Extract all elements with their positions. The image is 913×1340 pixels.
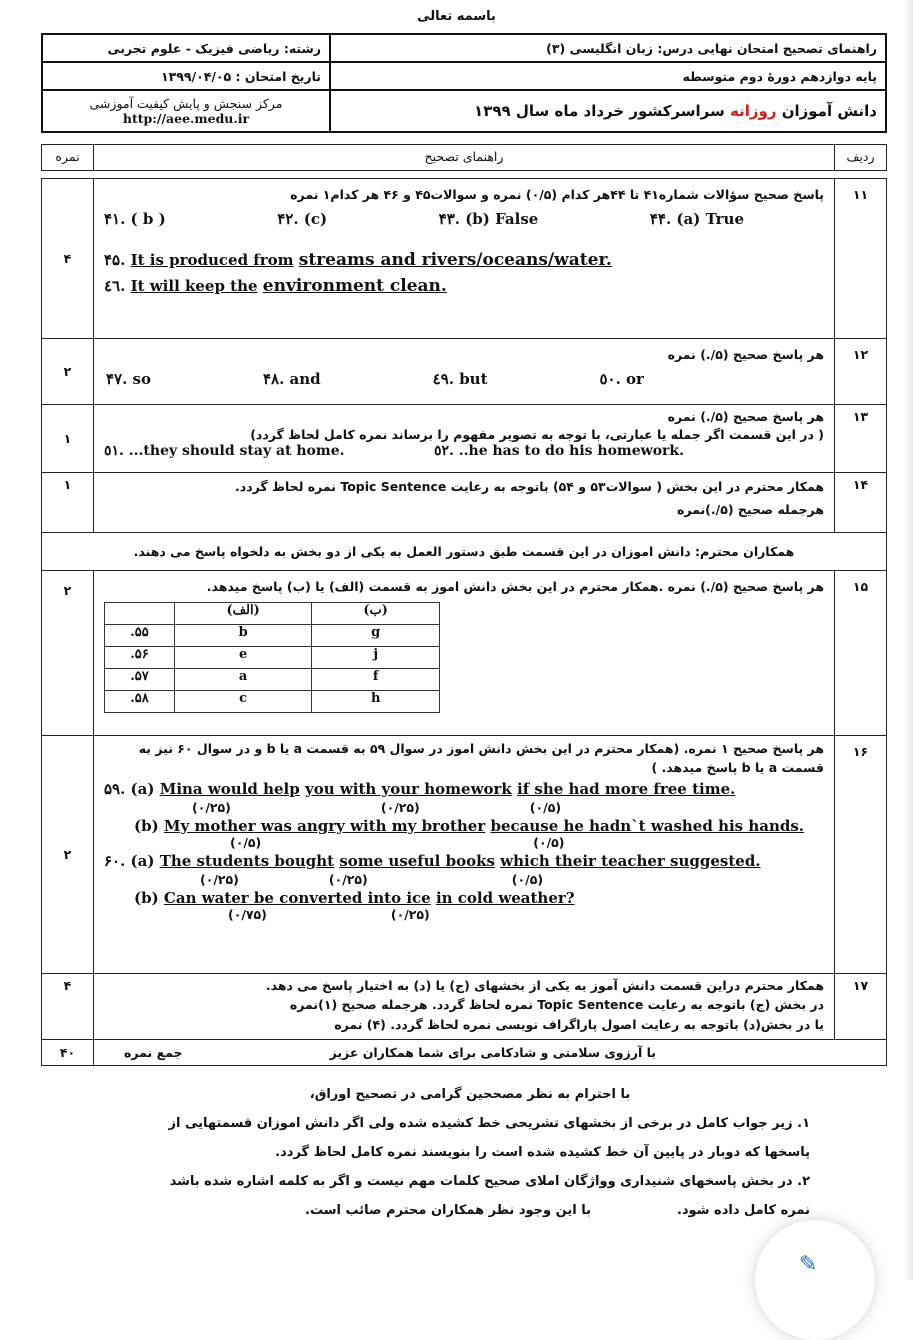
- q16-content: [94, 736, 835, 974]
- q15-number: ۱۵: [835, 571, 887, 736]
- note-2a: ۲. در بخش پاسخهای شنیداری وواژگان املای صحیح کلمات مهم نیست و اگر به کلمه اشاره شده باشد: [169, 1174, 810, 1189]
- answer-60b: [104, 889, 824, 907]
- note-1a: ۱. زیر جواب کامل در برخی از بخشهای تشریحی خط کشیده شده ولی اگر دانش اموزان قسمتهایی از: [168, 1116, 810, 1131]
- q12-number: ۱۲: [835, 339, 887, 405]
- q13-intro: هر پاسخ صحیح (۵/.) نمره: [667, 409, 824, 424]
- answer-59b-points: [104, 835, 824, 850]
- matching-alef-55: b: [174, 625, 311, 647]
- answer-60a-point3: (۰/۵): [511, 871, 544, 887]
- exam-header: [41, 33, 887, 133]
- q16-number: ۱۶: [835, 736, 887, 974]
- answer-51: ٥۱. ...they should stay at home.: [104, 443, 345, 459]
- table-row: [42, 179, 887, 339]
- answer-59a-point1: (۰/۲۵): [192, 799, 231, 815]
- q13-score: ۱: [42, 405, 94, 473]
- student-group: [330, 90, 886, 132]
- answer-41: ۴۱. ( b ): [104, 210, 166, 229]
- notes-heading: با احترام به نظر مصححین گرامی در تصحیح اوراق،: [309, 1087, 631, 1102]
- q17-line1: همکار محترم دراین قسمت دانش آموز به یکی از بخشهای (ج) یا (د) به اختیار پاسخ می دهد.: [265, 978, 824, 993]
- answer-42: ۴۲. (c): [277, 210, 328, 229]
- course-title: راهنمای تصحیح امتحان نهایی درس: زبان انگلیسی (۳): [330, 34, 886, 62]
- matching-number-57: ۵۷.: [105, 669, 175, 691]
- answer-60b-point2: (۰/۲۵): [390, 906, 430, 922]
- center-name: مرکز سنجش و پایش کیفیت آموزشی: [89, 96, 283, 111]
- answer-49: ٤۹. but: [432, 370, 488, 389]
- answer-60a-part1: The students bought: [159, 851, 335, 870]
- q12-answers: [104, 370, 824, 388]
- answer-59b-part2: because he hadn`t washed his hands.: [490, 816, 805, 835]
- assessment-center: [42, 90, 330, 132]
- answer-59b: [104, 817, 824, 835]
- answer-60b-part2: in cold weather?: [435, 888, 575, 907]
- q14-line1: همکار محترم در این بخش ( سوالات۵۳ و ۵۴) باتوجه به رعایت Topic Sentence نمره لحاظ گردد.: [235, 479, 824, 494]
- answer-50: ٥۰. or: [599, 370, 644, 389]
- answer-59b-part1: My mother was angry with my brother: [163, 816, 486, 835]
- field-of-study: رشته: ریاضی فیزیک - علوم تجربی: [42, 34, 330, 62]
- student-group-post: سراسرکشور خرداد ماه سال ۱۳۹۹: [474, 102, 725, 120]
- answer-48: ۴۸. and: [262, 370, 321, 389]
- answer-47: ۴۷. so: [106, 370, 152, 389]
- q16-intro1: هر پاسخ صحیح ۱ نمره. (همکار محترم در این بخش دانش اموز در سوال ۵۹ به قسمت a یا b و در سوال ۶۰ نیز به: [138, 741, 824, 756]
- answer-45-part2: streams and rivers/oceans/water.: [298, 250, 612, 271]
- total-row: [94, 1040, 887, 1066]
- q14-line2: هرجمله صحیح (۵/.)نمره: [676, 501, 824, 517]
- matching-head-number: [105, 603, 175, 625]
- matching-alef-56: e: [174, 647, 311, 669]
- grading-notes: [130, 1080, 810, 1225]
- q11-content: [94, 179, 835, 339]
- q17-line3: یا در بخش(د) باتوجه به رعایت اصول پاراگراف نویسی نمره لحاظ گردد. (۴) نمره: [334, 1016, 824, 1032]
- pencil-icon: ✎: [799, 1252, 818, 1277]
- q13-number: ۱۳: [835, 405, 887, 473]
- answer-60a-point2: (۰/۲۵): [328, 871, 368, 887]
- table-row: [42, 1040, 887, 1066]
- matching-number-56: ۵۶.: [105, 647, 175, 669]
- q12-content: [94, 339, 835, 405]
- answer-59a-part2: you with your homework: [304, 779, 512, 798]
- col-score-header: نمره: [42, 145, 94, 171]
- answer-44: ۴۴. (a) True: [649, 210, 744, 229]
- scrollbar-track[interactable]: [903, 0, 913, 1280]
- q11-short-answers: [104, 210, 824, 228]
- answer-59b-point2: (۰/۵): [533, 834, 565, 850]
- q13-note: ( در این قسمت اگر جمله یا عبارتی، با توجه به تصویر مفهوم را برساند نمره کامل لحاظ گردد): [250, 426, 824, 442]
- matching-row: [105, 625, 440, 647]
- answer-60a-point1: (۰/۲۵): [200, 871, 239, 887]
- table-row: [42, 571, 887, 736]
- edit-fab-button[interactable]: [755, 1220, 875, 1340]
- student-group-pre: دانش آموزان: [781, 102, 877, 120]
- q15-content: [94, 571, 835, 736]
- closing-wish: با آرزوی سلامتی و شادکامی برای شما همکاران عزیز: [329, 1045, 656, 1060]
- q12-score: ۲: [42, 339, 94, 405]
- q14-content: [94, 473, 835, 533]
- col-guide-header: راهنمای تصحیح: [94, 145, 835, 171]
- q17-content: [94, 974, 835, 1040]
- table-row: [42, 974, 887, 1040]
- q16-intro2: قسمت a یا b پاسخ میدهد. ): [651, 759, 824, 775]
- colleagues-banner: همکاران محترم: دانش اموزان در این قسمت طبق دستور العمل به یکی از دو بخش به دلخواه پاسخ می دهند.: [42, 533, 887, 571]
- matching-be-57: f: [312, 669, 440, 691]
- q17-line2: در بخش (ج) باتوجه به رعایت Topic Sentence نمره لحاظ گردد. هرجمله صحیح (۱)نمره: [289, 997, 824, 1013]
- q14-number: ۱۴: [835, 473, 887, 533]
- answer-59a-point3: (۰/۵): [529, 799, 562, 815]
- matching-number-58: ۵۸.: [105, 691, 175, 713]
- matching-row: [105, 669, 440, 691]
- matching-head-alef: (الف): [174, 603, 311, 625]
- total-label: جمع نمره: [124, 1045, 183, 1060]
- q13-answers: [104, 443, 824, 459]
- answer-45-number: ۴۵.: [104, 251, 126, 270]
- student-group-highlight: روزانه: [729, 102, 777, 120]
- q17-number: ۱۷: [835, 974, 887, 1040]
- answer-59a-part3: if she had more free time.: [517, 779, 736, 798]
- answer-60a-points: [104, 872, 824, 887]
- matching-be-56: j: [312, 647, 440, 669]
- center-url[interactable]: http://aee.medu.ir: [122, 111, 250, 126]
- matching-table: [104, 602, 440, 713]
- matching-head-be: (ب): [312, 603, 440, 625]
- answer-59a-points: [104, 800, 824, 815]
- matching-row: [105, 691, 440, 713]
- answer-60a: [104, 852, 824, 870]
- answer-table: [41, 144, 887, 1066]
- table-row: [42, 533, 887, 571]
- note-2b: نمره کامل داده شود. با این وجود نظر همکاران محترم صائب است.: [305, 1203, 810, 1218]
- answer-45-part1: It is produced from: [130, 251, 294, 270]
- answer-60b-points: [104, 907, 824, 922]
- q14-score: ۱: [42, 473, 94, 533]
- answer-46-part2: environment clean.: [262, 276, 447, 297]
- q11-score: ۴: [42, 179, 94, 339]
- q17-score: ۴: [42, 974, 94, 1040]
- answer-59a-point2: (۰/۲۵): [380, 799, 420, 815]
- answer-46-part1: It will keep the: [130, 277, 258, 296]
- answer-59a-part1: Mina would help: [159, 779, 300, 798]
- grade-level: پایه دوازدهم دورهٔ دوم متوسطه: [330, 62, 886, 90]
- answer-59a-number: ۵۹. (a): [104, 779, 155, 798]
- q13-content: [94, 405, 835, 473]
- table-row: [42, 405, 887, 473]
- answer-60a-part3: which their teacher suggested.: [500, 851, 761, 870]
- answer-59b-number: (b): [134, 816, 159, 835]
- q15-score: ۲: [42, 571, 94, 736]
- matching-alef-57: a: [174, 669, 311, 691]
- answer-59a: [104, 780, 824, 798]
- answer-60b-point1: (۰/۷۵): [228, 906, 267, 922]
- q11-number: ۱۱: [835, 179, 887, 339]
- answer-43: ۴۳. (b) False: [438, 210, 539, 229]
- answer-60a-number: ۶۰. (a): [104, 851, 155, 870]
- note-1b: پاسخها که دوبار در پایین آن خط کشیده شده است را بنویسند نمره کامل لحاظ گردد.: [275, 1145, 810, 1160]
- table-row: [42, 473, 887, 533]
- matching-number-55: ۵۵.: [105, 625, 175, 647]
- answer-60b-part1: Can water be converted into ice: [163, 888, 431, 907]
- table-row: [42, 339, 887, 405]
- answer-52: ٥۲. ..he has to do his homework.: [433, 443, 684, 459]
- q15-intro: هر پاسخ صحیح (۵/.) نمره .همکار محترم در این بخش دانش اموز به قسمت (الف) یا (ب) پاسخ میدهد.: [206, 579, 824, 594]
- total-value: ۴۰: [42, 1040, 94, 1066]
- matching-row: [105, 647, 440, 669]
- col-row-header: ردیف: [835, 145, 887, 171]
- answer-60b-number: (b): [134, 888, 159, 907]
- top-title: باسمه تعالی: [417, 9, 496, 24]
- answer-46-number: ٤٦.: [104, 277, 126, 296]
- answer-46: [104, 276, 824, 296]
- q12-intro: هر پاسخ صحیح (۵/.) نمره: [667, 347, 824, 362]
- matching-alef-58: c: [174, 691, 311, 713]
- answer-59b-point1: (۰/۵): [230, 834, 262, 850]
- answer-60a-part2: some useful books: [339, 851, 495, 870]
- exam-date: تاریخ امتحان : ۱۳۹۹/۰۴/۰۵: [42, 62, 330, 90]
- matching-be-58: h: [312, 691, 440, 713]
- q16-score: ۲: [42, 736, 94, 974]
- answer-45: [104, 250, 824, 270]
- matching-be-55: g: [312, 625, 440, 647]
- table-row: [42, 736, 887, 974]
- q11-intro: پاسخ صحیح سؤالات شماره۴۱ تا ۴۴هر کدام (۰/۵) نمره و سوالات۴۵ و ۴۶ هر کدام۱ نمره: [290, 187, 824, 202]
